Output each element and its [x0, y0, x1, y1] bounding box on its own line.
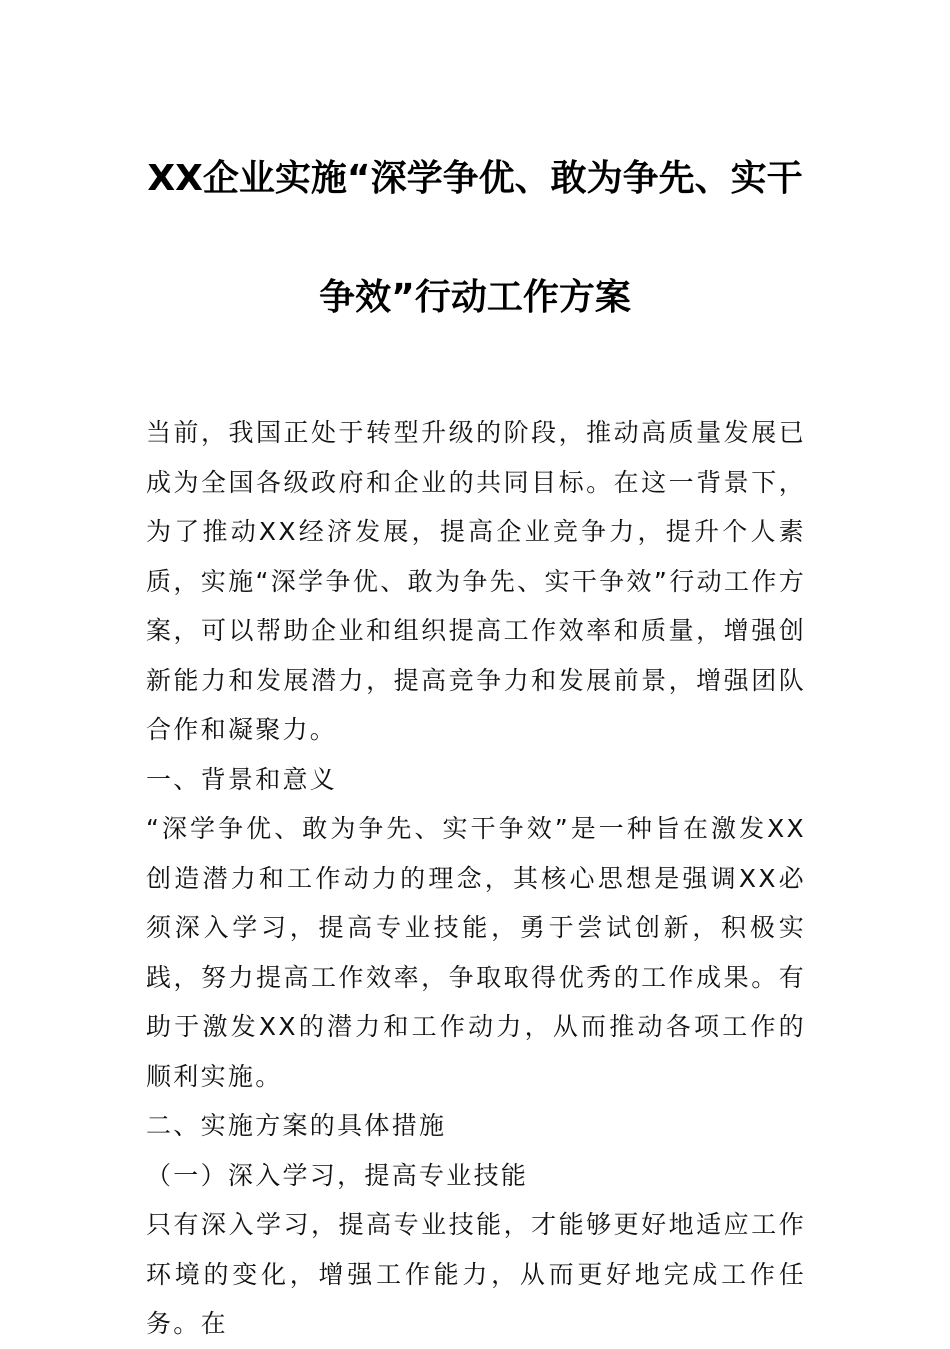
section-heading-background: 一、背景和意义 [146, 764, 338, 794]
study-paragraph: 只有深入学习，提高专业技能，才能够更好地适应工作环境的变化，增强工作能力，从而更好地完成工作任务。在 [146, 1210, 806, 1338]
document-title-line-1: XX企业实施“深学争优、敢为争先、实干 [147, 158, 803, 199]
subsection-heading-study: （一）深入学习，提高专业技能 [146, 1160, 529, 1190]
document-title-line-2: 争效”行动工作方案 [319, 277, 631, 318]
section-heading-measures: 二、实施方案的具体措施 [146, 1111, 447, 1140]
document-body [146, 408, 806, 1349]
intro-paragraph: 当前，我国正处于转型升级的阶段，推动高质量发展已成为全国各级政府和企业的共同目标。在这一背景下，为了推动XX经济发展，提高企业竞争力，提升个人素质，实施“深学争优、敢为争先、实干争效”行动工作方案，可以帮助企业和组织提高工作效率和质量，增强创新能力和发展潜力，提高竞争力和发展前景，增强团队合作和凝聚力。 [146, 418, 806, 744]
background-paragraph: “深学争优、敢为争先、实干争效”是一种旨在激发XX创造潜力和工作动力的理念，其核心思想是强调XX必须深入学习，提高专业技能，勇于尝试创新，积极实践，努力提高工作效率，争取取得优秀的工作成果。有助于激发XX的潜力和工作动力，从而推动各项工作的顺利实施。 [146, 814, 806, 1091]
